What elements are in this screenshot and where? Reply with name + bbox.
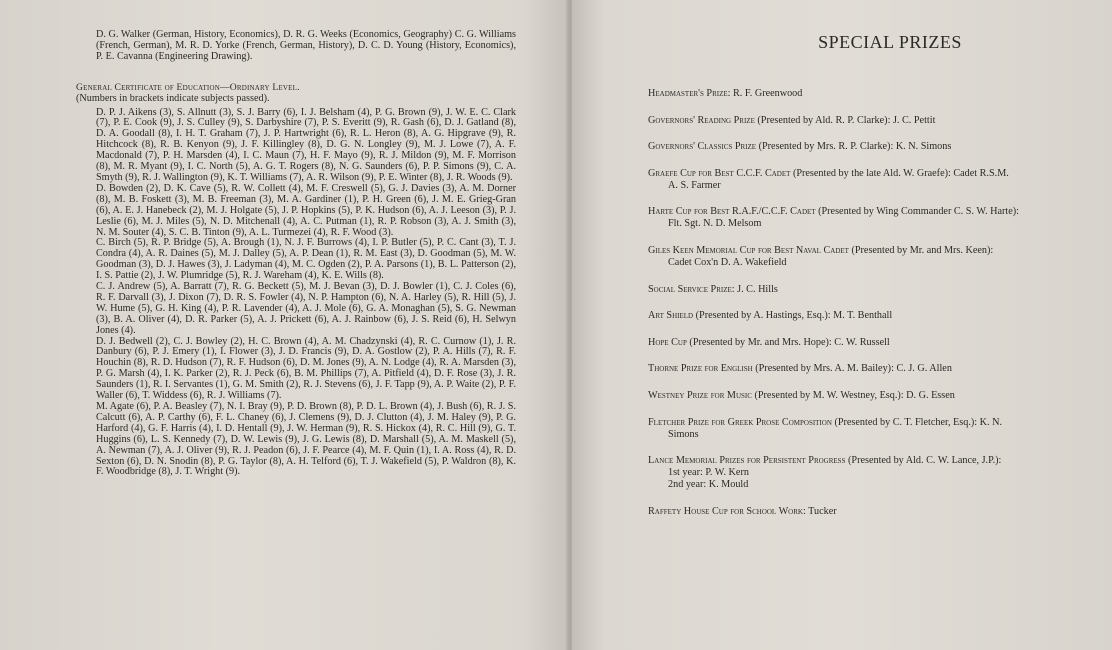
second-year-winner: 2nd year: K. Mould: [668, 479, 749, 491]
page-title: SPECIAL PRIZES: [818, 32, 962, 52]
prize-entry: [648, 310, 1068, 322]
prize-name: Raffety House Cup for School Work:: [648, 505, 806, 517]
prize-entry: [648, 88, 1068, 100]
right-page: [572, 0, 1112, 650]
prize-name: Giles Keen Memorial Cup for Best Naval Cadet: [648, 244, 849, 256]
prize-detail: (Presented by Mrs. A. M. Bailey): C. J. G. Allen: [752, 363, 952, 375]
carryover-paragraph: D. G. Walker (German, History, Economics), D. R. G. Weeks (Economics, Geography) C. G. Williams (French, German), M. R. D. Yorke (French, German, History), D. C. D. Young (History, Economics), P. E. Cavanna (Engineering Drawing).: [96, 29, 516, 62]
prize-entry: [648, 206, 1068, 230]
prize-list: [648, 88, 1068, 532]
prize-detail: Tucker: [805, 505, 837, 517]
prize-name: Art Shield: [648, 310, 694, 322]
results-paragraph-4: C. J. Andrew (5), A. Barratt (7), R. G. Beckett (5), M. J. Bevan (3), D. J. Bowler (1), C. J. Coles (6), R. F. Darvall (3), J. Dixon (7), D. R. S. Fowler (4), N. P. Hampton (6), N. A. Harley (5), R. Hill (5), J. W. Hume (5), G. H. King (4), P. R. Lavender (4), A. J. Mole (6), G. A. Monaghan (5), S. G. Newman (3), B. A. Oliver (4), D. R. Parker (5), A. J. Prickett (6), A. J. Rainbow (6), J. S. Reid (6), H. Selwyn Jones (4).: [96, 281, 516, 336]
prize-entry: [648, 245, 1068, 269]
prize-detail: (Presented by Wing Commander C. S. W. Harte):: [815, 206, 1019, 218]
prize-detail: (Presented by Mrs. R. P. Clarke): K. N. Simons: [756, 141, 952, 153]
prize-name: Headmaster's Prize:: [648, 88, 731, 99]
prize-detail: (Presented by the late Ald. W. Graefe): Cadet R.S.M.: [790, 167, 1009, 179]
prize-name: Governors' Classics Prize: [648, 141, 757, 153]
results-paragraph-5: D. J. Bedwell (2), C. J. Bowley (2), H. C. Brown (4), A. M. Chadzynski (4), R. C. Curnow (1), J. R. Danbury (6), P. J. Emery (1), I. Flower (3), J. D. Francis (9), D. A. Gostlow (2), P. A. Hills (7), R. F. Houchin (8), R. D. Hudson (7), R. F. Hudson (6), D. M. Jones (9), A. N. Lodge (4), R. A. Marsden (3), P. G. Marsh (4), I. K. Parker (2), R. J. Peck (6), B. M. Phillips (7), A. Pitfield (4), D. F. Rose (3), J. R. Saunders (1), R. I. Servantes (1), G. M. Smith (2), R. J. Stevens (6), J. F. Tapp (9), A. P. Waite (2), P. F. Waller (6), T. Widdess (6), R. J. Williams (7).: [96, 335, 516, 402]
prize-entry: [648, 284, 1068, 296]
prize-name: Lance Memorial Prizes for Persistent Progress: [648, 455, 846, 467]
prize-entry: [648, 168, 1068, 192]
prize-entry: [648, 417, 1068, 441]
raffety-prize-entry: [648, 506, 1068, 518]
left-page-text: [76, 30, 516, 478]
prize-entry: [648, 141, 1068, 153]
prize-entry: [648, 337, 1068, 349]
prize-detail: (Presented by Mr. and Mrs. Keen):: [848, 244, 994, 256]
prize-winner-continued: Simons: [668, 428, 699, 440]
prize-detail: R. F. Greenwood: [730, 88, 803, 99]
gce-heading: General Certificate of Education—Ordinary Level.: [76, 81, 300, 93]
prize-name: Thorne Prize for English: [648, 363, 753, 375]
prize-winner-continued: Cadet Cox'n D. A. Wakefield: [668, 256, 787, 268]
prize-detail: (Presented by Ald. R. P. Clarke): J. C. Pettit: [754, 114, 936, 126]
prize-entry: [648, 363, 1068, 375]
prize-entry: [648, 390, 1068, 402]
prize-detail: (Presented by Mr. and Mrs. Hope): C. W. Russell: [686, 336, 890, 348]
prize-name: Westney Prize for Music: [648, 389, 752, 401]
prize-name: Hope Cup: [648, 336, 687, 348]
prize-name: Social Service Prize:: [648, 283, 735, 295]
prize-name: Graefe Cup for Best C.C.F. Cadet: [648, 167, 791, 179]
results-paragraph-2: D. Bowden (2), D. K. Cave (5), R. W. Collett (4), M. F. Creswell (5), G. J. Davies (3), A. M. Dorner (8), M. B. Foskett (3), M. B. Freeman (3), M. A. Gardiner (1), P. H. Green (6), J. M. E. Grieg-Gran (6), A. E. J. Hanebeck (2), M. J. Holgate (5), J. P. Hopkins (5), P. K. Hudson (6), A. J. Leeson (3), P. J. Leslie (6), M. J. Miles (5), N. D. Mitchenall (4), A. C. Putman (1), R. P. Robson (3), A. J. Smith (3), N. M. Souter (4), S. C. B. Tinton (9), A. L. Turmezei (4), R. F. Wood (3).: [96, 182, 516, 238]
prize-detail: (Presented by A. Hastings, Esq.): M. T. Benthall: [693, 310, 893, 322]
results-paragraph-1: D. P. J. Aikens (3), S. Allnutt (3), S. J. Barry (6), I. J. Belsham (4), P. G. Brown (9), J. W. E. C. Clark (7), P. E. Cook (9), J. S. Culley (9), S. Darbyshire (7), P. S. Everitt (9), R. Gash (6), D. J. Gatland (8), D. A. Goodall (8), I. H. T. Graham (7), J. P. Hartwright (6), R. L. Heron (8), A. G. Hipgrave (9), R. Hitchcock (8), R. B. Kenyon (9), J. F. Killingley (8), D. G. N. Longley (9), M. J. Lowe (7), A. F. Macdonald (7), P. H. Marsden (4), I. C. Maun (7), H. F. Mayo (9), R. J. Mildon (9), M. F. Morrison (8), M. R. Myant (9), I. C. North (5), A. G. T. Rogers (8), N. G. Saunders (6), P. P. Simons (9), C. A. Smyth (9), R. J. Wallington (9), K. T. Williams (7), A. R. Wilson (9), P. E. Winter (8), J. R. Woods (9).: [96, 106, 516, 183]
prize-entry: [648, 115, 1068, 127]
prize-detail: J. C. Hills: [734, 283, 778, 295]
prize-name: Harte Cup for Best R.A.F./C.C.F. Cadet: [648, 206, 816, 218]
gce-subnote: (Numbers in brackets indicate subjects passed).: [76, 92, 270, 104]
first-year-winner: 1st year: P. W. Kern: [668, 467, 749, 479]
prize-winner-continued: A. S. Farmer: [668, 179, 721, 191]
prize-name: Governors' Reading Prize: [648, 114, 755, 126]
prize-winner-continued: Flt. Sgt. N. D. Melsom: [668, 218, 762, 230]
lance-prize-entry: [648, 455, 1068, 491]
prize-name: Fletcher Prize for Greek Prose Composition: [648, 416, 832, 428]
results-paragraph-3: C. Birch (5), R. P. Bridge (5), A. Brough (1), N. J. F. Burrows (4), I. P. Butler (5), P. C. Cant (3), T. J. Condra (4), A. R. Daines (5), M. J. Dalley (5), A. P. Dean (1), R. M. East (3), D. Goodman (5), M. W. Goodman (3), D. J. Hawes (3), J. Ladyman (4), M. C. Ogden (2), P. A. Parsons (1), B. L. Patterson (2), I. S. Pattie (2), J. W. Plumridge (5), R. J. Wareham (4), K. E. Wills (8).: [96, 237, 516, 282]
prize-detail: (Presented by M. W. Westney, Esq.): D. G. Essen: [751, 389, 955, 401]
results-paragraph-6: M. Agate (6), P. A. Beasley (7), N. I. Bray (9), P. D. Brown (8), P. D. L. Brown (4), J. Bush (6), R. J. S. Calcutt (6), A. P. Carthy (6), F. L. Chaney (6), J. Clemens (9), D. J. Clutton (4), J. M. Haley (9), P. G. Harford (4), G. F. Harris (4), I. D. Hentall (9), J. W. Herman (9), R. S. Hickox (4), R. C. Hill (9), G. T. Huggins (6), L. S. Kennedy (7), D. W. Lewis (9), J. G. Lewis (8), D. Marshall (5), A. M. Maskell (5), A. Newman (7), A. J. Oliver (9), R. J. Peadon (6), J. F. Pearce (4), M. F. Quin (1), I. A. Ross (4), R. D. Sexton (6), D. N. Snodin (8), P. G. Taylor (8), A. H. Telford (6), T. J. Wakefield (5), P. Waldron (8), K. F. Woodbridge (8), J. T. Wright (9).: [96, 401, 516, 478]
prize-detail: (Presented by Ald. C. W. Lance, J.P.):: [845, 455, 1002, 467]
prize-detail: (Presented by C. T. Fletcher, Esq.): K. N.: [831, 416, 1002, 428]
